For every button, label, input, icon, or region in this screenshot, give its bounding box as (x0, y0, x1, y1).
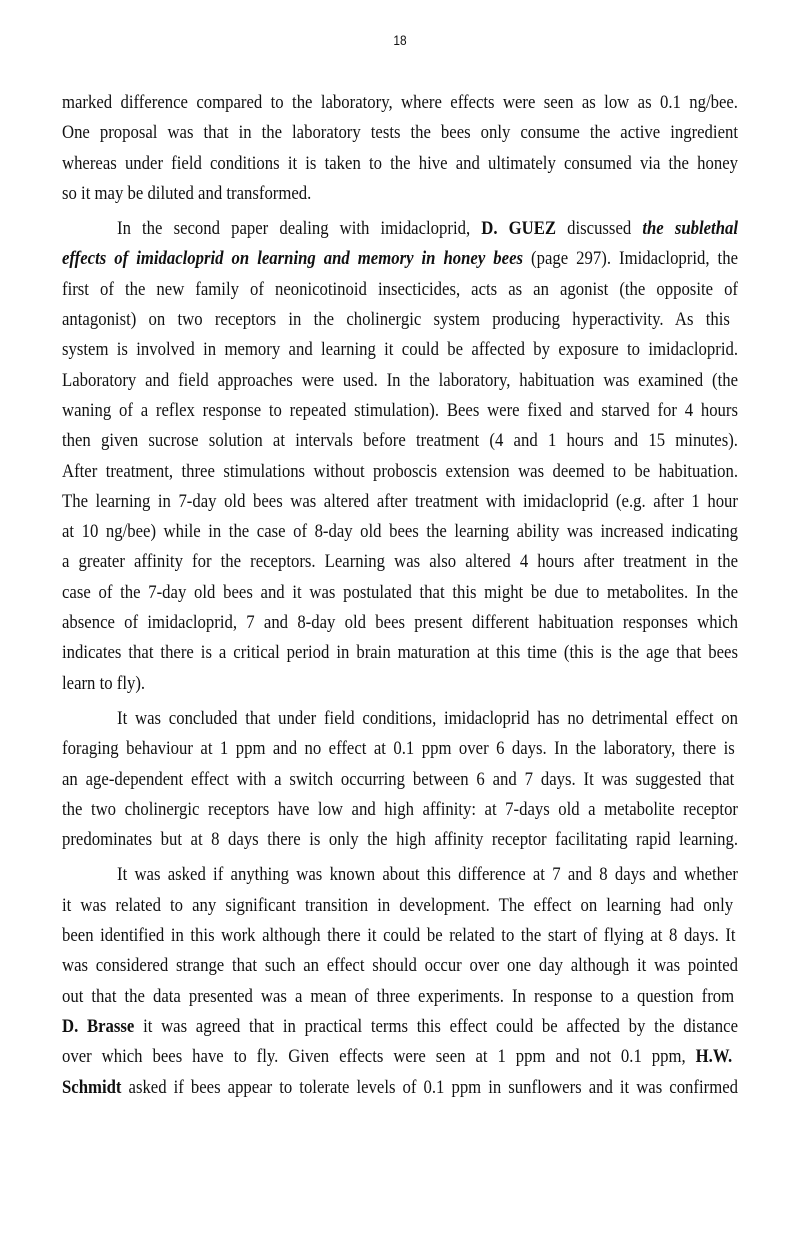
text-line (62, 982, 738, 1012)
text-line (62, 1042, 738, 1072)
text-segment: was considered strange that such an effect should occur over one day although it was pointed (62, 955, 739, 977)
text-segment: a greater affinity for the receptors. Learning was also altered 4 hours after treatment in the (62, 551, 738, 573)
text-line (62, 275, 738, 305)
text-segment: it was agreed that in practical terms this effect could be affected by the distance (134, 1015, 739, 1037)
speaker-name: Schmidt (62, 1076, 122, 1098)
text-segment: foraging behaviour at 1 ppm and no effect at 0.1 ppm over 6 days. In the laboratory, there is (62, 738, 735, 760)
speaker-name: D. Brasse (62, 1015, 135, 1037)
text-segment: an age-dependent effect with a switch occurring between 6 and 7 days. It was suggested that (62, 768, 735, 790)
text-line (62, 426, 738, 456)
text-segment: (page 297). Imidacloprid, the (523, 248, 738, 270)
text-line (62, 921, 738, 951)
text-segment: waning of a reflex response to repeated stimulation). Bees were fixed and starved for 4 hours (62, 399, 739, 421)
text-segment: asked if bees appear to tolerate levels of 0.1 ppm in sunflowers and it was confirmed (121, 1076, 738, 1098)
text-line (62, 305, 738, 335)
speaker-name: D. GUEZ (481, 218, 557, 240)
text-line (62, 638, 738, 668)
text-segment: antagonist) on two receptors in the cholinergic system producing hyperactivity. As this (62, 309, 730, 331)
text-line (62, 765, 738, 795)
text-line (62, 608, 738, 638)
text-line (62, 214, 738, 244)
text-segment: Laboratory and field approaches were used. In the laboratory, habituation was examined (the (62, 369, 738, 391)
text-segment: indicates that there is a critical period in brain maturation at this time (this is the age that bees (62, 642, 738, 664)
text-line (62, 795, 738, 825)
text-segment: In the second paper dealing with imidacloprid, (117, 218, 482, 240)
text-segment: then given sucrose solution at intervals before treatment (4 and 1 hours and 15 minutes). (62, 430, 738, 452)
paragraph (62, 214, 738, 699)
text-segment: absence of imidacloprid, 7 and 8-day old bees present different habituation responses which (62, 612, 739, 634)
text-segment: After treatment, three stimulations without proboscis extension was deemed to be habituation. (62, 460, 739, 482)
text-line (62, 860, 738, 890)
text-line (62, 578, 738, 608)
text-line (62, 517, 738, 547)
text-segment: so it may be diluted and transformed. (62, 182, 312, 204)
paper-title: effects of imidacloprid on learning and memory in honey bees (62, 248, 524, 270)
body-text (62, 88, 738, 1103)
text-segment: One proposal was that in the laboratory tests the bees only consume the active ingredient (62, 122, 738, 144)
text-line (62, 179, 738, 209)
text-segment: out that the data presented was a mean of three experiments. In response to a question from (62, 985, 735, 1007)
text-line (62, 487, 738, 517)
text-line (62, 244, 738, 274)
text-segment: learn to fly). (62, 672, 146, 694)
text-line (62, 734, 738, 764)
text-line (62, 149, 738, 179)
text-segment: system is involved in memory and learning it could be affected by exposure to imidacloprid. (62, 339, 739, 361)
text-segment: at 10 ng/bee) while in the case of 8-day old bees the learning ability was increased indicating (62, 521, 739, 543)
text-line (62, 1073, 738, 1103)
text-line (62, 825, 738, 855)
text-segment: It was asked if anything was known about this difference at 7 and 8 days and whether (117, 864, 738, 886)
text-segment: over which bees have to fly. Given effects were seen at 1 ppm and not 0.1 ppm, (62, 1046, 696, 1068)
text-segment: been identified in this work although there it could be related to the start of flying at 8 days. It (62, 925, 736, 947)
text-line (62, 396, 738, 426)
text-line (62, 891, 738, 921)
text-line (62, 669, 738, 699)
text-segment: It was concluded that under field conditions, imidacloprid has no detrimental effect on (117, 707, 739, 729)
text-segment: whereas under field conditions it is taken to the hive and ultimately consumed via the honey (62, 152, 739, 174)
text-segment: marked difference compared to the laboratory, where effects were seen as low as 0.1 ng/bee. (62, 92, 738, 113)
paragraph (62, 704, 738, 855)
paper-title: the sublethal (642, 218, 739, 240)
paragraph (62, 860, 738, 1102)
text-line (62, 951, 738, 981)
text-line (62, 704, 738, 734)
text-segment: case of the 7-day old bees and it was postulated that this might be due to metabolites. In the (62, 581, 739, 603)
page-number: 18 (393, 32, 407, 48)
text-line (62, 1012, 738, 1042)
text-segment: predominates but at 8 days there is only the high affinity receptor facilitating rapid learning. (62, 829, 739, 851)
text-line (62, 547, 738, 577)
text-line (62, 366, 738, 396)
text-line (62, 457, 738, 487)
text-segment: it was related to any significant transition in development. The effect on learning had only (62, 894, 734, 916)
text-segment: The learning in 7-day old bees was altered after treatment with imidacloprid (e.g. after 1 hour (62, 490, 738, 512)
text-line (62, 118, 738, 148)
text-segment: discussed (556, 218, 643, 240)
text-line (62, 335, 738, 365)
text-segment: first of the new family of neonicotinoid insecticides, acts as an agonist (the opposite of (62, 278, 739, 300)
paragraph (62, 88, 738, 209)
speaker-name: H.W. (695, 1046, 733, 1068)
text-segment: the two cholinergic receptors have low and high affinity: at 7-days old a metabolite receptor (62, 798, 739, 820)
text-line (62, 88, 738, 118)
